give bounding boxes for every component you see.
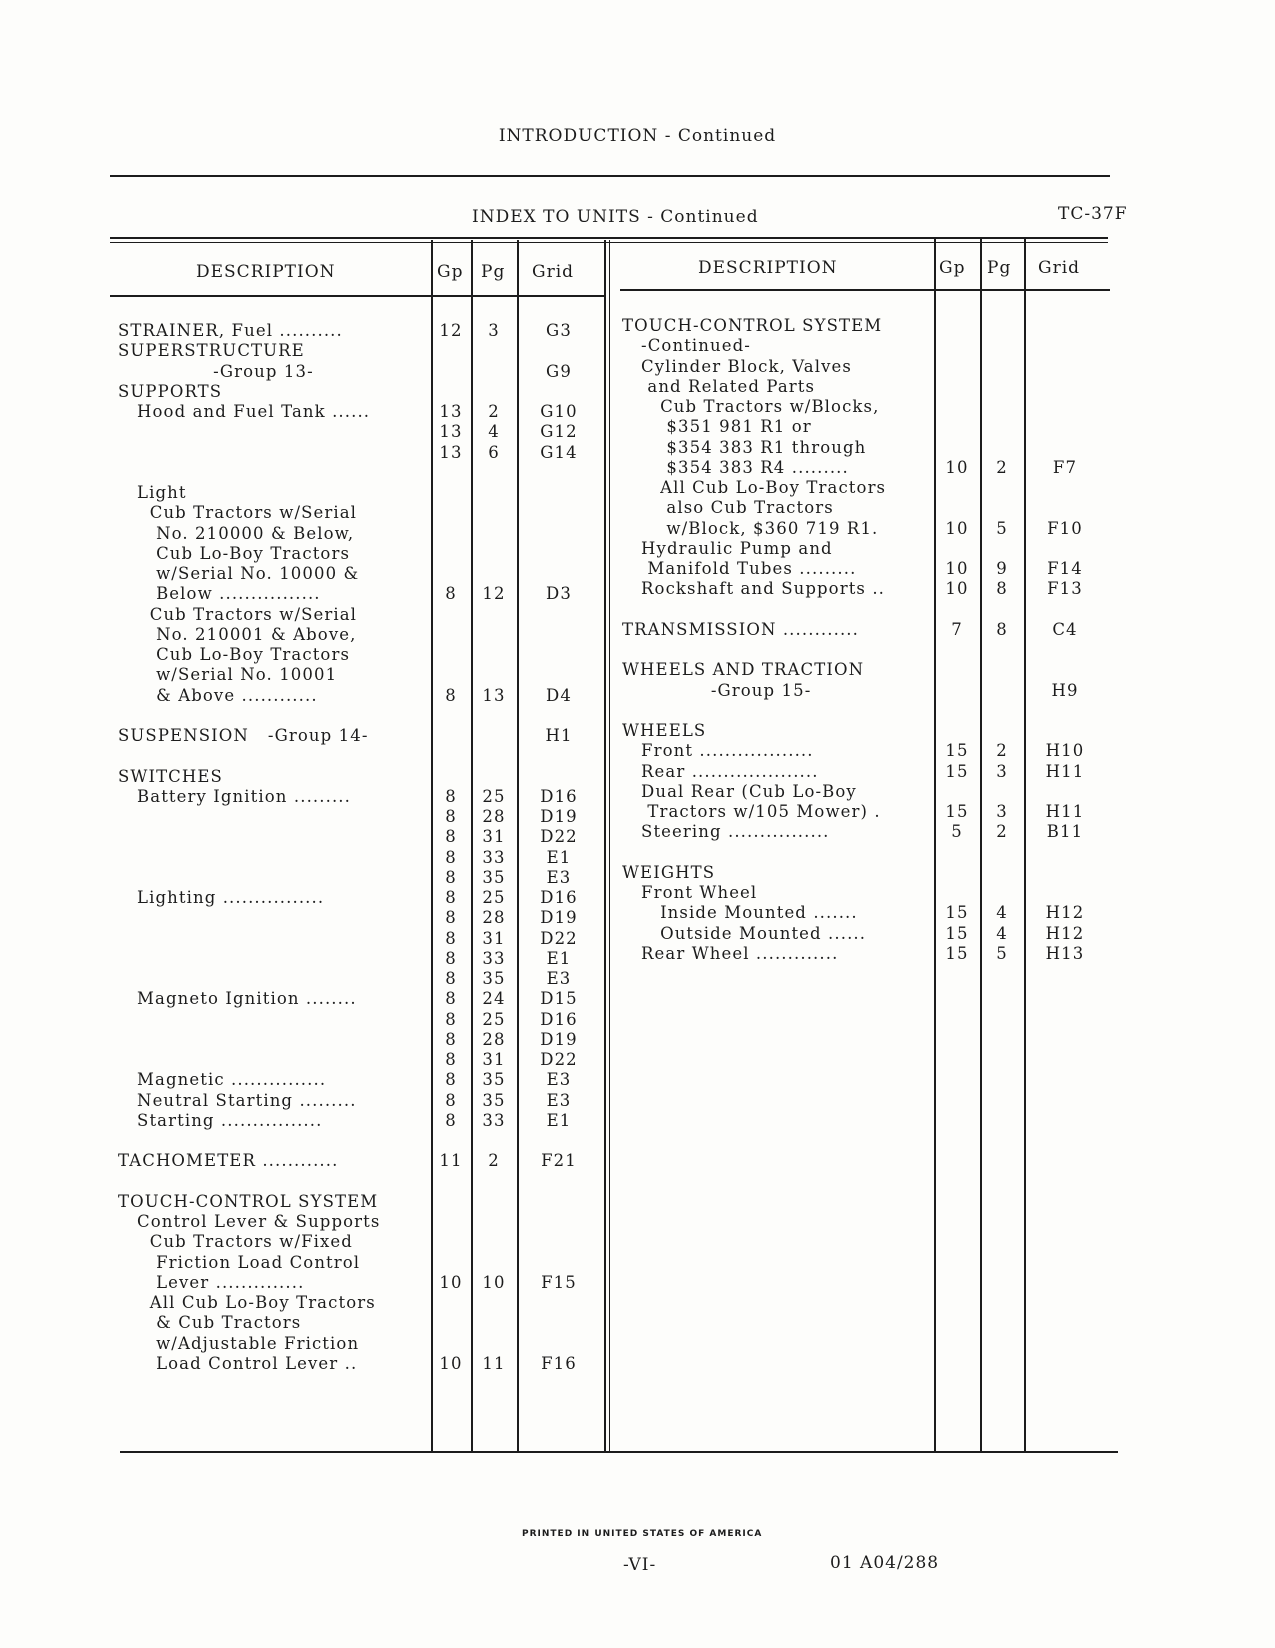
entry-pg: 3: [996, 761, 1008, 781]
entry-grid: G9: [546, 361, 572, 381]
entry-gp: 15: [945, 923, 969, 943]
entry-description: Cub Lo-Boy Tractors: [118, 543, 351, 563]
table-row: [622, 396, 1112, 417]
entry-gp: 8: [445, 1029, 457, 1049]
entry-description: TACHOMETER ............: [118, 1151, 339, 1171]
entry-grid: G12: [540, 422, 578, 442]
table-row: [622, 315, 1112, 336]
entry-description: Rear ....................: [622, 761, 819, 781]
table-row: [622, 558, 1112, 579]
entry-description: TOUCH-CONTROL SYSTEM: [622, 316, 883, 335]
entry-gp: 10: [945, 579, 969, 599]
entry-pg: 3: [488, 321, 500, 340]
entry-gp: 8: [445, 847, 457, 867]
entry-description: WHEELS: [622, 721, 707, 740]
entry-grid: H10: [1045, 741, 1085, 761]
table-row: [118, 1252, 598, 1273]
entry-gp: 8: [445, 827, 457, 847]
table-row: [118, 1090, 598, 1111]
table-row: [118, 1029, 598, 1050]
entry-grid: D19: [540, 908, 578, 928]
entry-grid: G3: [546, 321, 572, 340]
table-row: [118, 361, 598, 382]
entry-description: Tractors w/105 Mower) .: [622, 802, 881, 821]
entry-description: All Cub Lo-Boy Tractors: [118, 1293, 376, 1312]
entry-pg: 10: [482, 1272, 506, 1292]
table-row: [622, 599, 1112, 620]
entry-grid: G14: [540, 442, 578, 462]
table-row: [622, 680, 1112, 701]
entry-gp: 8: [445, 888, 457, 907]
entry-description: SUPPORTS: [118, 381, 223, 401]
entry-grid: D3: [546, 584, 572, 604]
entry-gp: 10: [945, 457, 969, 477]
entry-pg: 5: [996, 518, 1008, 538]
table-row: [118, 1211, 598, 1232]
entry-pg: 8: [996, 579, 1008, 599]
entry-gp: 15: [945, 943, 969, 963]
entry-pg: 3: [996, 802, 1008, 821]
page-number: -VI-: [623, 1555, 657, 1575]
entry-pg: 2: [488, 402, 500, 421]
entry-description: -Continued-: [622, 336, 751, 356]
table-row: [622, 781, 1112, 802]
page-title: INTRODUCTION - Continued: [498, 126, 777, 146]
table-row: [118, 867, 598, 888]
entry-description: Inside Mounted .......: [622, 903, 858, 923]
entry-description: TRANSMISSION ............: [622, 619, 859, 639]
table-row: [118, 1009, 598, 1030]
entry-description: & Above ............: [118, 685, 318, 705]
table-row: [622, 842, 1112, 863]
table-row: [622, 862, 1112, 883]
entry-grid: H11: [1045, 761, 1085, 781]
table-row: [118, 502, 598, 523]
center-divider: [609, 240, 610, 1452]
table-row: [118, 948, 598, 969]
entry-pg: 8: [996, 619, 1008, 639]
entry-pg: 33: [482, 1110, 506, 1130]
table-row: [118, 745, 598, 766]
table-row: [622, 761, 1112, 782]
table-row: [118, 907, 598, 928]
table-row: [118, 583, 598, 604]
entry-gp: 10: [439, 1272, 463, 1292]
center-divider: [604, 240, 606, 1452]
entry-pg: 31: [482, 1050, 506, 1069]
doc-code: 01 A04/288: [830, 1553, 940, 1573]
entry-description: No. 210001 & Above,: [118, 624, 357, 644]
table-row: [118, 1049, 598, 1070]
entry-grid: D16: [540, 1009, 578, 1029]
entry-pg: 9: [996, 559, 1008, 578]
table-row: [118, 644, 598, 665]
entry-description: Dual Rear (Cub Lo-Boy: [622, 781, 857, 801]
table-row: [118, 340, 598, 361]
entry-description: Rear Wheel .............: [622, 943, 839, 963]
entry-grid: D22: [540, 928, 578, 948]
table-row: [118, 543, 598, 564]
header-bottom-rule-left: [110, 295, 606, 297]
entry-gp: 8: [445, 1110, 457, 1130]
table-row: [118, 401, 598, 422]
entry-gp: 5: [951, 822, 963, 842]
entry-gp: 8: [445, 1050, 457, 1069]
col-header-description: DESCRIPTION: [196, 262, 336, 282]
entry-grid: E1: [546, 847, 572, 867]
table-row: [622, 578, 1112, 599]
entry-description: Outside Mounted ......: [622, 923, 867, 943]
table-row: [118, 826, 598, 847]
entry-description: Magneto Ignition ........: [118, 989, 357, 1009]
table-row: [118, 523, 598, 544]
table-row: [118, 1110, 598, 1131]
entry-grid: D16: [540, 888, 578, 907]
table-row: [118, 766, 598, 787]
entry-description: All Cub Lo-Boy Tractors: [622, 478, 887, 497]
table-row: [118, 1150, 598, 1171]
entry-grid: F13: [1047, 579, 1083, 599]
entry-pg: 12: [482, 584, 506, 604]
entry-description: TOUCH-CONTROL SYSTEM: [118, 1191, 379, 1211]
entry-gp: 8: [445, 989, 457, 1009]
entry-grid: E3: [546, 1090, 572, 1110]
entry-gp: 15: [945, 761, 969, 781]
entry-description: $354 383 R1 through: [622, 437, 867, 457]
entry-description: Friction Load Control: [118, 1252, 361, 1272]
table-row: [622, 497, 1112, 518]
entry-pg: 4: [488, 422, 500, 442]
entry-description: $351 981 R1 or: [622, 417, 812, 437]
entry-description: Starting ................: [118, 1110, 323, 1130]
table-row: [622, 943, 1112, 964]
table-row: [118, 1069, 598, 1090]
table-row: [118, 664, 598, 685]
entry-pg: 25: [482, 786, 506, 806]
entry-gp: 12: [439, 321, 463, 340]
table-row: [622, 619, 1112, 640]
entry-description: Cub Lo-Boy Tractors: [118, 645, 351, 664]
entry-description: SUSPENSION -Group 14-: [118, 726, 369, 745]
entry-pg: 2: [996, 457, 1008, 477]
entry-pg: 35: [482, 1090, 506, 1110]
entry-description: Magnetic ...............: [118, 1070, 327, 1090]
entry-pg: 31: [482, 928, 506, 948]
entry-grid: D16: [540, 786, 578, 806]
table-row: [118, 604, 598, 625]
entry-grid: B11: [1046, 822, 1084, 842]
entry-grid: F15: [541, 1272, 577, 1292]
table-row: [118, 1272, 598, 1293]
entry-description: Load Control Lever ..: [118, 1353, 358, 1373]
table-row: [622, 376, 1112, 397]
table-row: [118, 1353, 598, 1374]
entry-pg: 33: [482, 847, 506, 867]
header-rule-top: [110, 237, 1108, 239]
entry-grid: H13: [1045, 943, 1085, 963]
entry-grid: C4: [1052, 619, 1078, 639]
entry-description: Front Wheel: [622, 883, 758, 902]
entry-description: WHEELS AND TRACTION: [622, 660, 865, 680]
table-row: [118, 928, 598, 949]
entry-grid: E3: [546, 969, 572, 988]
table-row: [118, 462, 598, 483]
entry-description: Cub Tractors w/Serial: [118, 604, 358, 624]
entry-pg: 35: [482, 867, 506, 887]
table-row: [118, 1312, 598, 1333]
table-row: [622, 740, 1112, 761]
table-row: [118, 1292, 598, 1313]
entry-description: Below ................: [118, 584, 321, 604]
entry-description: and Related Parts: [622, 376, 816, 396]
table-row: [118, 705, 598, 726]
header-bottom-rule-right: [620, 289, 1110, 291]
entry-description: Battery Ignition .........: [118, 786, 351, 806]
entry-pg: 5: [996, 943, 1008, 963]
table-row: [118, 624, 598, 645]
entry-grid: H9: [1051, 680, 1079, 700]
entry-grid: F21: [541, 1151, 577, 1171]
entry-gp: 8: [445, 908, 457, 928]
entry-pg: 31: [482, 827, 506, 847]
entry-gp: 8: [445, 969, 457, 988]
entry-grid: D19: [540, 807, 578, 826]
table-row: [118, 482, 598, 503]
entry-gp: 8: [445, 685, 457, 705]
entry-pg: 25: [482, 888, 506, 907]
entry-gp: 8: [445, 1090, 457, 1110]
entry-gp: 8: [445, 928, 457, 948]
entry-description: Neutral Starting .........: [118, 1090, 357, 1110]
entry-description: Front ..................: [622, 741, 814, 761]
entry-pg: 4: [996, 923, 1008, 943]
entry-description: SWITCHES: [118, 766, 223, 786]
table-row: [118, 887, 598, 908]
entry-description: Cub Tractors w/Fixed: [118, 1232, 353, 1252]
table-row: [622, 659, 1112, 680]
table-row: [118, 563, 598, 584]
entry-pg: 2: [996, 822, 1008, 842]
table-row: [118, 1191, 598, 1212]
table-row: [622, 923, 1112, 944]
entry-grid: F10: [1047, 518, 1083, 538]
entry-description: Lighting ................: [118, 888, 325, 907]
entry-description: Cub Tractors w/Blocks,: [622, 397, 880, 416]
table-row: [622, 801, 1112, 822]
entry-gp: 7: [951, 619, 963, 639]
entry-description: w/Serial No. 10001: [118, 665, 338, 685]
table-row: [118, 421, 598, 442]
table-row: [622, 902, 1112, 923]
top-rule: [110, 175, 1110, 177]
table-row: [118, 847, 598, 868]
col-header-gp: Gp: [437, 262, 464, 282]
entry-pg: 25: [482, 1009, 506, 1029]
table-row: [118, 685, 598, 706]
entry-description: Lever ..............: [118, 1272, 305, 1292]
entry-grid: H1: [545, 726, 573, 745]
entry-pg: 11: [482, 1353, 506, 1373]
entry-description: Hydraulic Pump and: [622, 538, 833, 558]
entry-description: w/Adjustable Friction: [118, 1333, 360, 1353]
table-row: [622, 720, 1112, 741]
entry-grid: H11: [1045, 802, 1085, 821]
entry-description: Cub Tractors w/Serial: [118, 503, 358, 523]
entry-pg: 4: [996, 903, 1008, 923]
entry-grid: F16: [541, 1353, 577, 1373]
entry-gp: 8: [445, 584, 457, 604]
table-row: [622, 538, 1112, 559]
entry-gp: 8: [445, 1070, 457, 1090]
entry-description: SUPERSTRUCTURE: [118, 341, 305, 361]
entry-description: Rockshaft and Supports ..: [622, 579, 886, 599]
entry-gp: 10: [945, 518, 969, 538]
table-row: [118, 1231, 598, 1252]
table-row: [118, 968, 598, 989]
entry-grid: H12: [1045, 923, 1085, 943]
entry-pg: 6: [488, 442, 500, 462]
table-row: [622, 882, 1112, 903]
entry-gp: 15: [945, 741, 969, 761]
entry-grid: D19: [540, 1029, 578, 1049]
entry-description: Manifold Tubes .........: [622, 559, 857, 578]
table-row: [118, 320, 598, 341]
table-row: [118, 442, 598, 463]
table-subtitle: INDEX TO UNITS - Continued: [472, 207, 759, 227]
table-row: [118, 725, 598, 746]
bottom-rule: [120, 1451, 1118, 1453]
entry-pg: 24: [482, 989, 506, 1009]
entry-pg: 28: [482, 908, 506, 928]
entry-description: -Group 15-: [622, 680, 812, 700]
entry-grid: E1: [546, 1110, 572, 1130]
table-row: [622, 639, 1112, 660]
entry-description: w/Block, $360 719 R1.: [622, 518, 879, 538]
table-row: [622, 457, 1112, 478]
table-row: [118, 1333, 598, 1354]
entry-gp: 10: [439, 1353, 463, 1373]
entry-gp: 15: [945, 903, 969, 923]
entry-gp: 8: [445, 948, 457, 968]
table-row: [118, 786, 598, 807]
entry-description: $354 383 R4 .........: [622, 457, 849, 477]
entry-grid: E1: [546, 948, 572, 968]
entry-grid: H12: [1045, 903, 1085, 923]
entry-pg: 2: [488, 1151, 500, 1171]
table-row: [622, 356, 1112, 377]
entry-description: STRAINER, Fuel ..........: [118, 321, 343, 340]
table-row: [118, 1130, 598, 1151]
entry-pg: 35: [482, 1070, 506, 1090]
table-row: [118, 806, 598, 827]
entry-description: Hood and Fuel Tank ......: [118, 402, 371, 421]
table-row: [622, 416, 1112, 437]
entry-description: Cylinder Block, Valves: [622, 356, 852, 376]
entry-description: also Cub Tractors: [622, 498, 834, 518]
col-header-grid: Grid: [532, 262, 575, 282]
col-header-pg: Pg: [987, 258, 1012, 278]
printed-notice: PRINTED IN UNITED STATES OF AMERICA: [522, 1529, 763, 1539]
entry-gp: 8: [445, 786, 457, 806]
entry-grid: D15: [540, 989, 578, 1009]
entry-description: w/Serial No. 10000 &: [118, 564, 360, 583]
entry-description: Steering ................: [622, 822, 830, 842]
entry-grid: E3: [546, 1070, 572, 1090]
table-row: [622, 821, 1112, 842]
entry-pg: 28: [482, 1029, 506, 1049]
col-header-description: DESCRIPTION: [698, 258, 838, 278]
entry-pg: 13: [482, 685, 506, 705]
col-header-gp: Gp: [939, 258, 966, 278]
entry-grid: D22: [540, 1050, 578, 1069]
col-header-pg: Pg: [481, 262, 506, 282]
entry-gp: 8: [445, 867, 457, 887]
entry-grid: G10: [540, 402, 578, 421]
table-row: [118, 381, 598, 402]
table-row: [622, 437, 1112, 458]
entry-gp: 15: [945, 802, 969, 821]
entry-gp: 10: [945, 559, 969, 578]
entry-description: & Cub Tractors: [118, 1313, 302, 1333]
entry-pg: 28: [482, 807, 506, 826]
document-code: TC-37F: [1058, 204, 1128, 224]
entry-description: Light: [118, 483, 187, 502]
entry-pg: 33: [482, 948, 506, 968]
entry-gp: 13: [439, 402, 463, 421]
entry-gp: 8: [445, 807, 457, 826]
table-row: [622, 518, 1112, 539]
entry-pg: 35: [482, 969, 506, 988]
entry-gp: 13: [439, 442, 463, 462]
entry-description: -Group 13-: [118, 361, 314, 381]
entry-grid: F14: [1047, 559, 1083, 578]
entry-gp: 13: [439, 422, 463, 442]
col-header-grid: Grid: [1038, 258, 1081, 278]
entry-description: WEIGHTS: [622, 862, 716, 882]
entry-grid: D4: [546, 685, 572, 705]
table-row: [118, 1171, 598, 1192]
table-row: [622, 335, 1112, 356]
entry-grid: F7: [1052, 457, 1078, 477]
entry-gp: 8: [445, 1009, 457, 1029]
entry-grid: D22: [540, 827, 578, 847]
table-row: [118, 988, 598, 1009]
entry-description: Control Lever & Supports: [118, 1212, 381, 1231]
entry-pg: 2: [996, 741, 1008, 761]
entry-description: No. 210000 & Below,: [118, 523, 355, 543]
entry-grid: E3: [546, 867, 572, 887]
table-row: [622, 700, 1112, 721]
table-row: [622, 477, 1112, 498]
entry-gp: 11: [439, 1151, 463, 1171]
